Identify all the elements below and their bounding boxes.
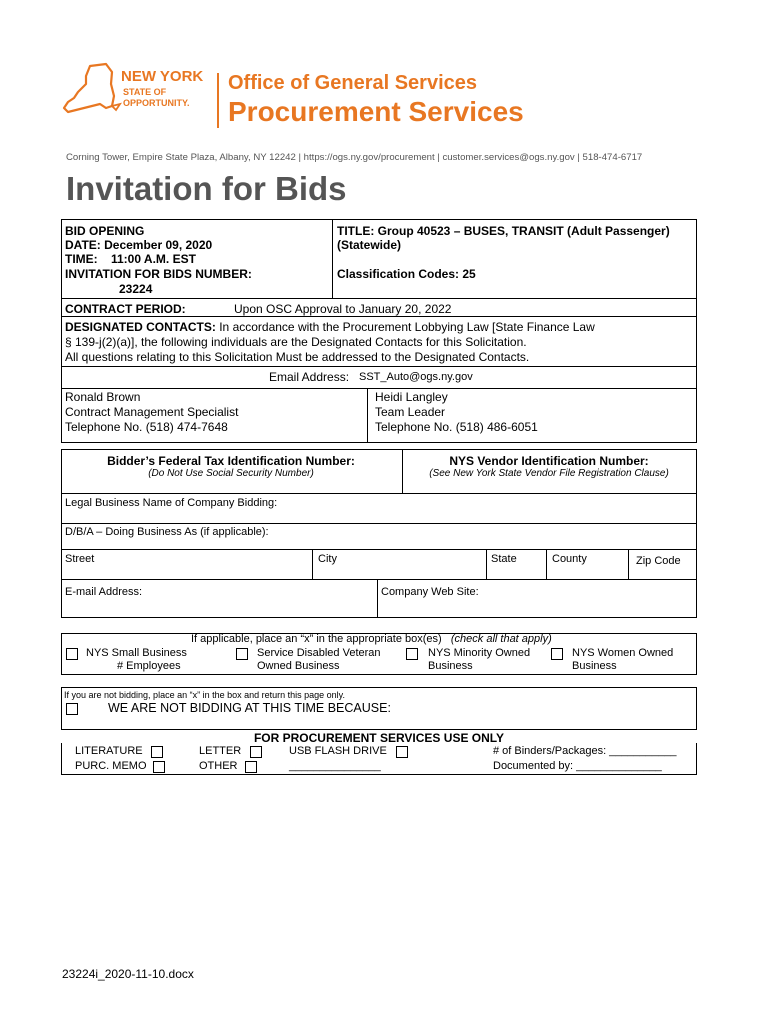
service-disabled-veteran-label: Service Disabled Veteran [257,647,381,659]
letter-label: LETTER [199,745,242,757]
contact-phone: Telephone No. (518) 486-6051 [375,420,538,434]
contact-title: Contract Management Specialist [65,405,239,419]
small-business-checkbox[interactable] [66,648,78,660]
classification-codes: Classification Codes: 25 [337,267,476,281]
vendor-id-note: (See New York State Vendor File Registration Clause) [429,468,669,479]
documented-by-field[interactable]: Documented by: ______________ [493,760,662,772]
state-field[interactable]: State [491,553,517,565]
service-disabled-veteran-label-2: Owned Business [257,660,340,672]
procurement-use-heading: FOR PROCUREMENT SERVICES USE ONLY [253,731,505,745]
usb-flash-drive-checkbox[interactable] [396,746,408,758]
minority-owned-checkbox[interactable] [406,648,418,660]
purc-memo-label: PURC. MEMO [75,760,147,772]
minority-owned-label-2: Business [428,660,473,672]
logo-new-york: NEW YORK [121,68,204,85]
division-name: Procurement Services [228,96,524,127]
logo-state-of-opportunity: STATE OF OPPORTUNITY. [123,87,190,108]
divider [62,388,696,389]
contract-period-value: Upon OSC Approval to January 20, 2022 [234,302,452,316]
literature-label: LITERATURE [75,745,143,757]
ny-state-map-logo [62,62,122,122]
not-bidding-instruction: If you are not bidding, place an “x” in the box and return this page only. [64,690,346,700]
bid-date: DATE: December 09, 2020 [65,238,213,252]
legal-name-field[interactable]: Legal Business Name of Company Bidding: [65,497,278,509]
divider [332,220,333,298]
women-owned-label-2: Business [572,660,617,672]
business-type-instruction: If applicable, place an “x” in the appropriate box(es) (check all that apply) [191,633,552,645]
email-address-label: Email Address: [269,370,350,384]
contact-phone: Telephone No. (518) 474-7648 [65,420,228,434]
other-checkbox[interactable] [245,761,257,773]
women-owned-checkbox[interactable] [551,648,563,660]
small-business-label: NYS Small Business [86,647,187,659]
street-field[interactable]: Street [65,553,95,565]
tax-id-label: Bidder’s Federal Tax Identification Number: [107,454,355,468]
contact-name: Heidi Langley [375,390,448,404]
designated-contacts-line3: All questions relating to this Solicitation Must be addressed to the Designated Contacts. [65,350,530,364]
purc-memo-checkbox[interactable] [153,761,165,773]
email-address-value[interactable]: SST_Auto@ogs.ny.gov [359,371,473,383]
email-field[interactable]: E-mail Address: [65,586,143,598]
county-field[interactable]: County [552,553,587,565]
designated-contacts-text: DESIGNATED CONTACTS: In accordance with the Procurement Lobbying Law [State Finance Law [65,320,595,334]
service-disabled-veteran-checkbox[interactable] [236,648,248,660]
office-name: Office of General Services [228,72,478,94]
women-owned-label: NYS Women Owned [572,647,674,659]
usb-flash-drive-label: USB FLASH DRIVE [289,745,387,757]
letter-checkbox[interactable] [250,746,262,758]
bid-title: TITLE: Group 40523 – BUSES, TRANSIT (Adult Passenger) [337,224,670,238]
dba-field[interactable]: D/B/A – Doing Business As (if applicable): [65,526,269,538]
city-field[interactable]: City [318,553,337,565]
ifb-label: INVITATION FOR BIDS NUMBER: [65,267,252,281]
not-bidding-checkbox[interactable] [66,703,78,715]
usb-blank-line[interactable]: _______________ [289,760,381,772]
divider [62,298,696,299]
bid-time: TIME: 11:00 A.M. EST [65,252,196,266]
not-bidding-label: WE ARE NOT BIDDING AT THIS TIME BECAUSE: [108,701,391,715]
literature-checkbox[interactable] [151,746,163,758]
logo-divider [217,73,219,128]
bid-opening-label: BID OPENING [65,224,145,238]
ifb-number: 23224 [119,282,153,296]
contact-title: Team Leader [375,405,446,419]
tax-id-note: (Do Not Use Social Security Number) [148,468,314,479]
company-website-field[interactable]: Company Web Site: [381,586,479,598]
designated-contacts-line2: § 139-j(2)(a)], the following individuals are the Designated Contacts for this Solicitation. [65,335,527,349]
page-title: Invitation for Bids [66,170,347,207]
contact-name: Ronald Brown [65,390,141,404]
bid-title-statewide: (Statewide) [337,238,402,252]
footer-filename: 23224i_2020-11-10.docx [62,967,194,981]
vendor-id-label: NYS Vendor Identification Number: [449,454,649,468]
other-label: OTHER [199,760,238,772]
minority-owned-label: NYS Minority Owned [428,647,531,659]
divider [62,366,696,367]
contract-period-label: CONTRACT PERIOD: [65,302,186,316]
binders-field[interactable]: # of Binders/Packages: ___________ [493,745,677,757]
divider [367,388,368,443]
employees-label: # Employees [117,660,181,672]
zip-code-field[interactable]: Zip Code [636,555,681,567]
contact-address: Corning Tower, Empire State Plaza, Albany, NY 12242 | https://ogs.ny.gov/procurement | customer.services@ogs.ny.gov | 518-474-6717 [66,152,643,163]
